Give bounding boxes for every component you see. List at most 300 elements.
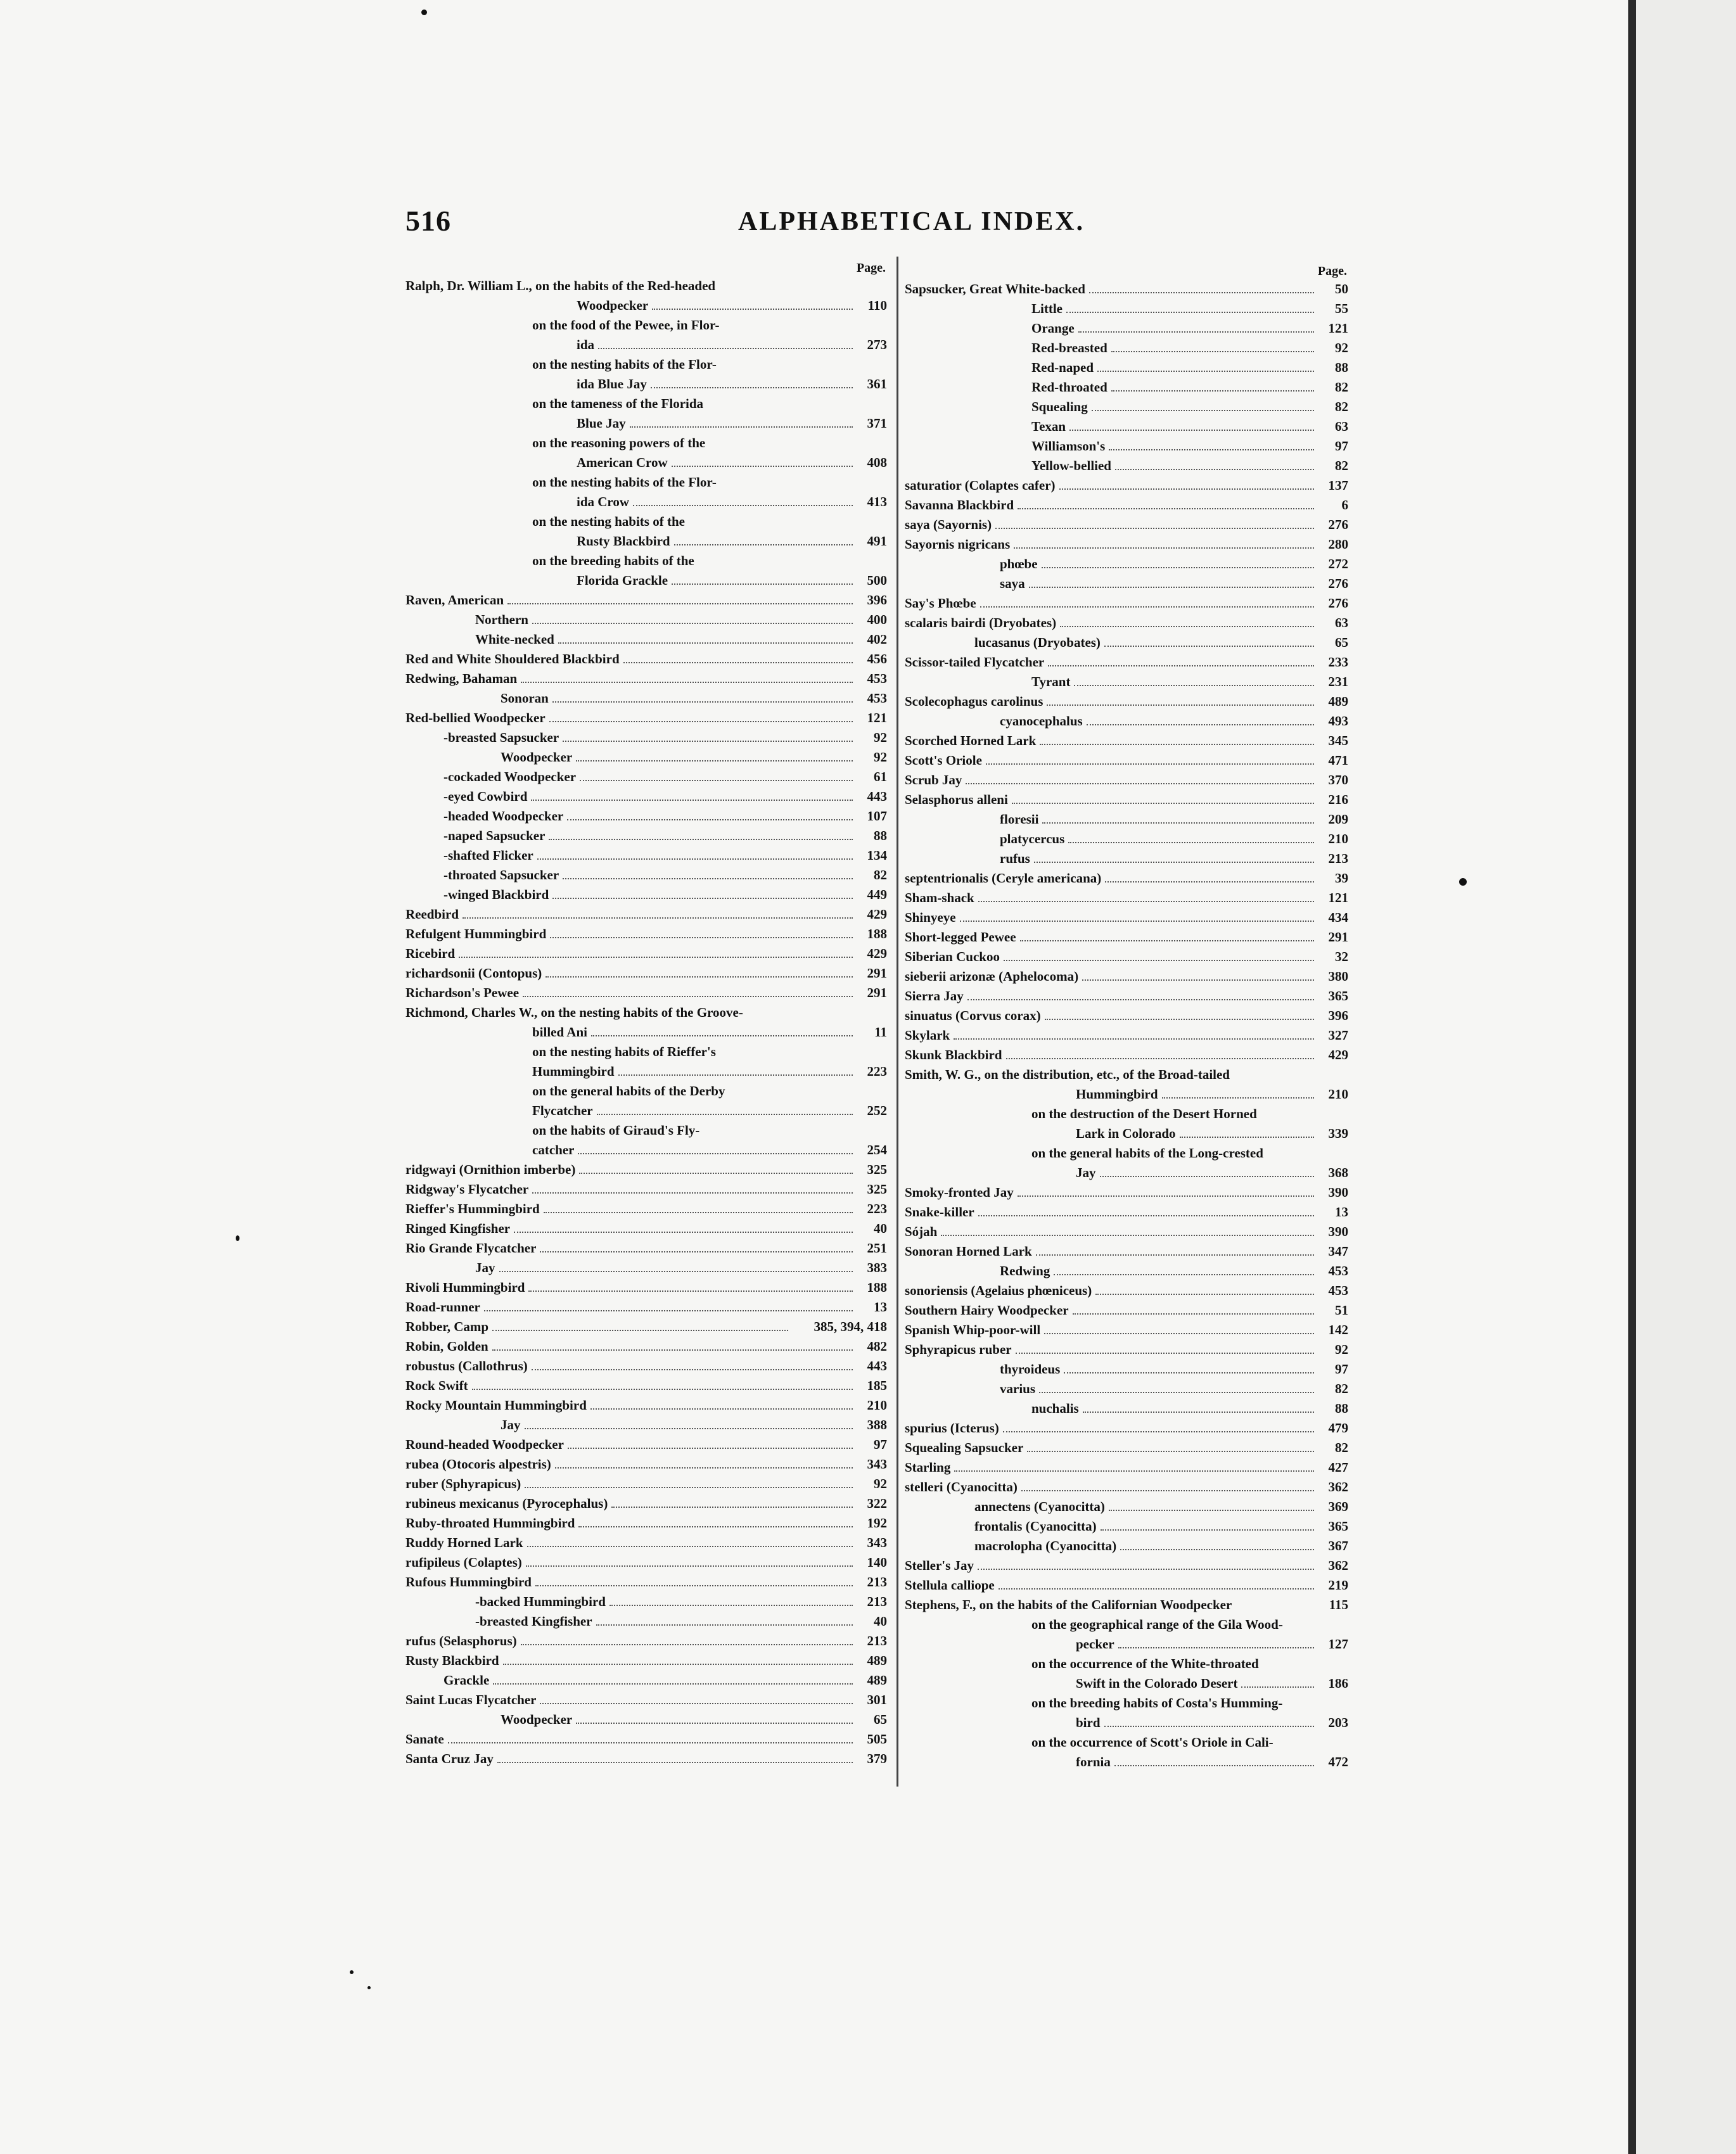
index-entry — [905, 790, 1348, 810]
index-entry — [405, 1533, 887, 1553]
entry-page-number: 429 — [867, 946, 887, 961]
dot-leader — [1054, 1274, 1314, 1275]
dot-leader — [1087, 724, 1314, 725]
entry-page-number: 213 — [867, 1574, 887, 1590]
entry-page-number: 291 — [1328, 929, 1348, 945]
index-entry — [905, 1615, 1348, 1635]
entry-text: Sonoran Horned Lark — [905, 1244, 1032, 1259]
entry-text: Rufous Hummingbird — [405, 1574, 532, 1590]
index-entry — [405, 1710, 887, 1730]
entry-text: cyanocephalus — [1000, 713, 1083, 729]
entry-text: Ruby-throated Hummingbird — [405, 1515, 575, 1531]
entry-text: Rio Grande Flycatcher — [405, 1240, 537, 1256]
entry-page-number: 402 — [867, 632, 887, 647]
entry-text: ida Crow — [577, 494, 630, 509]
dot-leader — [1097, 371, 1314, 372]
entry-text: Little — [1031, 301, 1063, 316]
entry-page-number: 489 — [867, 1673, 887, 1688]
entry-page-number: 13 — [874, 1299, 887, 1315]
dot-leader — [1012, 803, 1314, 804]
entry-text: -throated Sapsucker — [444, 867, 559, 883]
dot-leader — [1042, 567, 1314, 568]
index-entry — [905, 967, 1348, 986]
scan-speck — [1459, 878, 1467, 886]
entry-text: rufus (Selasphorus) — [405, 1633, 517, 1648]
entry-page-number: 231 — [1328, 674, 1348, 689]
index-entry — [905, 1261, 1348, 1281]
dot-leader — [1109, 1510, 1314, 1511]
dot-leader — [555, 1467, 853, 1469]
entry-page-number: 489 — [1328, 694, 1348, 709]
dot-leader — [563, 741, 853, 742]
dot-leader — [540, 1703, 853, 1704]
entry-text: saya (Sayornis) — [905, 517, 992, 532]
page-number: 516 — [405, 205, 451, 237]
index-entry — [905, 1183, 1348, 1202]
entry-text: Squealing — [1031, 399, 1088, 414]
index-entry — [905, 378, 1348, 397]
index-entry — [905, 1320, 1348, 1340]
dot-leader — [1064, 1372, 1314, 1373]
column-divider — [897, 257, 898, 1787]
entry-text: Yellow-bellied — [1031, 458, 1111, 473]
dot-leader — [1078, 331, 1314, 333]
entry-text: Swift in the Colorado Desert — [1076, 1676, 1238, 1691]
index-entry — [405, 473, 887, 492]
entry-page-number: 325 — [867, 1162, 887, 1177]
entry-page-number: 88 — [1335, 1401, 1348, 1416]
index-entry — [905, 535, 1348, 554]
entry-text: -breasted Kingfisher — [475, 1614, 592, 1629]
index-entry — [905, 1418, 1348, 1438]
entry-text: Sham-shack — [905, 890, 974, 905]
index-entry — [405, 433, 887, 453]
index-entry — [405, 983, 887, 1003]
dot-leader — [546, 976, 853, 978]
entry-page-number: 65 — [1335, 635, 1348, 650]
entry-page-number: 63 — [1335, 419, 1348, 434]
entry-page-number: 453 — [867, 691, 887, 706]
entry-text: nuchalis — [1031, 1401, 1079, 1416]
index-entry — [405, 826, 887, 846]
dot-leader — [521, 682, 853, 683]
entry-text: Flycatcher — [532, 1103, 593, 1118]
entry-page-number: 39 — [1335, 870, 1348, 886]
index-entry — [405, 905, 887, 924]
index-entries-right — [905, 279, 1348, 1772]
index-entry — [905, 986, 1348, 1006]
entry-page-number: 223 — [867, 1201, 887, 1216]
entry-text: Sonoran — [501, 691, 549, 706]
entry-text: Steller's Jay — [905, 1558, 974, 1573]
entry-page-number: 254 — [867, 1142, 887, 1157]
entry-text: Williamson's — [1031, 438, 1106, 454]
entry-page-number: 82 — [1335, 399, 1348, 414]
entry-page-number: 369 — [1328, 1499, 1348, 1514]
dot-leader — [499, 1271, 853, 1272]
entry-page-number: 371 — [867, 416, 887, 431]
index-entry — [905, 672, 1348, 692]
index-entry — [405, 1690, 887, 1710]
index-entry — [405, 689, 887, 708]
entry-text: ruber (Sphyrapicus) — [405, 1476, 521, 1491]
entry-text: Squealing Sapsucker — [905, 1440, 1024, 1455]
dot-leader — [1111, 390, 1314, 392]
entry-text: rubineus mexicanus (Pyrocephalus) — [405, 1496, 608, 1511]
entry-page-number: 82 — [1335, 458, 1348, 473]
index-entry — [405, 748, 887, 767]
entry-text: Jay — [475, 1260, 495, 1275]
dot-leader — [527, 1546, 853, 1547]
entry-page-number: 185 — [867, 1378, 887, 1393]
entry-page-number: 61 — [874, 769, 887, 784]
entry-text: on the habits of Giraud's Fly- — [532, 1123, 700, 1138]
dot-leader — [552, 701, 853, 703]
index-entry — [905, 751, 1348, 770]
index-entry — [405, 1474, 887, 1494]
dot-leader — [532, 1369, 853, 1370]
entry-text: Ricebird — [405, 946, 456, 961]
entry-text: Woodpecker — [501, 749, 573, 765]
entry-page-number: 6 — [1341, 497, 1348, 513]
entry-page-number: 471 — [1328, 753, 1348, 768]
entry-text: Short-legged Pewee — [905, 929, 1016, 945]
entry-text: Round-headed Woodpecker — [405, 1437, 564, 1452]
dot-leader — [651, 387, 853, 388]
entry-text: macrolopha (Cyanocitta) — [974, 1538, 1117, 1553]
index-entry — [905, 397, 1348, 417]
entry-text: Texan — [1031, 419, 1066, 434]
index-entry — [405, 806, 887, 826]
dot-leader — [1006, 1058, 1314, 1059]
dot-leader — [954, 1038, 1314, 1040]
entry-page-number: 50 — [1335, 281, 1348, 296]
entry-text: Savanna Blackbird — [905, 497, 1014, 513]
index-entry — [405, 669, 887, 689]
entry-text: Woodpecker — [501, 1712, 573, 1727]
entry-text: Jay — [1076, 1165, 1096, 1180]
entry-text: on the food of the Pewee, in Flor- — [532, 317, 720, 333]
entry-text: frontalis (Cyanocitta) — [974, 1519, 1097, 1534]
index-entry — [905, 849, 1348, 869]
entry-text: rufus — [1000, 851, 1030, 866]
index-entry — [405, 1514, 887, 1533]
entry-page-number: 11 — [874, 1024, 887, 1040]
index-entry — [405, 964, 887, 983]
entry-text: Rivoli Hummingbird — [405, 1280, 525, 1295]
dot-leader — [597, 1114, 853, 1115]
index-entry — [905, 574, 1348, 594]
index-entry — [405, 728, 887, 748]
dot-leader — [1114, 1765, 1314, 1766]
entry-text: Sierra Jay — [905, 988, 964, 1004]
entry-page-number: 280 — [1328, 537, 1348, 552]
entry-text: Ringed Kingfisher — [405, 1221, 511, 1236]
dot-leader — [1109, 449, 1314, 450]
dot-leader — [497, 1762, 853, 1763]
dot-leader — [1104, 646, 1314, 647]
index-entry — [905, 1517, 1348, 1536]
entry-page-number: 107 — [867, 808, 887, 824]
entry-text: robustus (Callothrus) — [405, 1358, 528, 1373]
index-entry — [405, 1612, 887, 1631]
entry-text: Southern Hairy Woodpecker — [905, 1303, 1069, 1318]
dot-leader — [1016, 1353, 1314, 1354]
dot-leader — [954, 1470, 1314, 1472]
dot-leader — [567, 819, 853, 820]
dot-leader — [674, 544, 853, 545]
entry-text: Hummingbird — [1076, 1087, 1158, 1102]
dot-leader — [1180, 1137, 1314, 1138]
entry-page-number: 343 — [867, 1535, 887, 1550]
entry-text: Jay — [501, 1417, 521, 1432]
index-entry — [905, 947, 1348, 967]
index-entry — [905, 613, 1348, 633]
entry-text: floresii — [1000, 812, 1039, 827]
entry-page-number: 97 — [874, 1437, 887, 1452]
dot-leader — [1036, 1254, 1314, 1256]
entry-page-number: 137 — [1328, 478, 1348, 493]
index-entry — [905, 1045, 1348, 1065]
entry-text: Ralph, Dr. William L., on the habits of the Red-headed — [405, 278, 716, 293]
index-entry — [905, 1006, 1348, 1026]
entry-text: Redwing, Bahaman — [405, 671, 518, 686]
index-entry — [405, 1199, 887, 1219]
dot-leader — [960, 921, 1314, 922]
dot-leader — [493, 1683, 853, 1685]
entry-page-number: 327 — [1328, 1028, 1348, 1043]
entry-text: scalaris bairdi (Dryobates) — [905, 615, 1057, 630]
index-entry — [405, 590, 887, 610]
page-column-head: Page. — [856, 261, 886, 275]
entry-page-number: 345 — [1328, 733, 1348, 748]
entry-page-number: 65 — [874, 1712, 887, 1727]
entry-page-number: 453 — [867, 671, 887, 686]
entry-text: pecker — [1076, 1636, 1114, 1652]
entry-text: -headed Woodpecker — [444, 808, 564, 824]
scan-speck — [367, 1986, 371, 1989]
index-entry — [905, 1713, 1348, 1733]
entry-text: Santa Cruz Jay — [405, 1751, 494, 1766]
index-entry — [905, 810, 1348, 829]
index-entry — [405, 885, 887, 905]
index-entry — [905, 1026, 1348, 1045]
dot-leader — [1059, 488, 1314, 490]
entry-page-number: 210 — [1328, 831, 1348, 846]
index-entry — [905, 1595, 1348, 1615]
index-entry — [405, 1180, 887, 1199]
dot-leader — [532, 623, 853, 624]
entry-text: Richardson's Pewee — [405, 985, 520, 1000]
entry-page-number: 88 — [874, 828, 887, 843]
page-header — [405, 204, 1085, 248]
entry-text: rubea (Otocoris alpestris) — [405, 1456, 551, 1472]
index-entry — [405, 315, 887, 335]
index-entry — [905, 319, 1348, 338]
entry-page-number: 379 — [867, 1751, 887, 1766]
dot-leader — [532, 1192, 853, 1194]
dot-leader — [1074, 685, 1314, 686]
entry-text: -winged Blackbird — [444, 887, 549, 902]
index-column-right — [905, 263, 1348, 1772]
entry-page-number: 63 — [1335, 615, 1348, 630]
dot-leader — [672, 583, 853, 585]
entry-text: thyroideus — [1000, 1361, 1061, 1377]
entry-text: Rusty Blackbird — [405, 1653, 499, 1668]
entry-text: Sójah — [905, 1224, 938, 1239]
dot-leader — [531, 800, 853, 801]
dot-leader — [525, 1487, 853, 1488]
entry-page-number: 362 — [1328, 1479, 1348, 1494]
dot-leader — [978, 901, 1314, 902]
entry-page-number: 188 — [867, 926, 887, 941]
dot-leader — [1069, 430, 1314, 431]
entry-text: phœbe — [1000, 556, 1038, 571]
index-entry — [905, 358, 1348, 378]
entry-text: Tyrant — [1031, 674, 1071, 689]
dot-leader — [652, 309, 853, 310]
index-entry — [905, 869, 1348, 888]
entry-text: Siberian Cuckoo — [905, 949, 1000, 964]
index-entry — [905, 1654, 1348, 1674]
dot-leader — [1018, 1195, 1314, 1197]
entry-text: Red-bellied Woodpecker — [405, 710, 546, 725]
entry-text: Refulgent Hummingbird — [405, 926, 547, 941]
index-entry — [405, 1003, 887, 1023]
scan-speck — [421, 10, 427, 15]
index-entry — [905, 731, 1348, 751]
entry-page-number: 429 — [1328, 1047, 1348, 1062]
entry-page-number: 13 — [1335, 1204, 1348, 1220]
index-entry — [405, 1278, 887, 1297]
index-entry — [405, 276, 887, 296]
entry-page-number: 301 — [867, 1692, 887, 1707]
entry-text: on the breeding habits of Costa's Humming- — [1031, 1695, 1283, 1711]
entry-page-number: 92 — [874, 749, 887, 765]
index-entry — [905, 829, 1348, 849]
entry-page-number: 115 — [1329, 1597, 1348, 1612]
dot-leader — [967, 999, 1314, 1000]
entry-page-number: 82 — [1335, 379, 1348, 395]
entry-text: Grackle — [444, 1673, 490, 1688]
page-column-head: Page. — [1317, 264, 1347, 278]
entry-text: Hummingbird — [532, 1064, 615, 1079]
entry-text: Robber, Camp — [405, 1319, 489, 1334]
entry-page-number: 209 — [1328, 812, 1348, 827]
index-entry — [405, 296, 887, 315]
index-entry — [405, 1376, 887, 1396]
index-entry — [405, 865, 887, 885]
entry-text: Redwing — [1000, 1263, 1050, 1278]
dot-leader — [1060, 626, 1314, 627]
index-entry — [905, 1065, 1348, 1085]
dot-leader — [580, 780, 853, 781]
entry-text: on the destruction of the Desert Horned — [1031, 1106, 1257, 1121]
dot-leader — [1021, 1490, 1314, 1491]
entry-page-number: 223 — [867, 1064, 887, 1079]
entry-text: lucasanus (Dryobates) — [974, 635, 1101, 650]
index-entry — [405, 1062, 887, 1081]
entry-text: sinuatus (Corvus corax) — [905, 1008, 1041, 1023]
dot-leader — [463, 917, 853, 919]
entry-page-number: 252 — [867, 1103, 887, 1118]
entry-page-number: 443 — [867, 1358, 887, 1373]
index-entry — [905, 1202, 1348, 1222]
entry-text: Skylark — [905, 1028, 950, 1043]
index-entry — [905, 888, 1348, 908]
entry-page-number: 443 — [867, 789, 887, 804]
entry-page-number: 140 — [867, 1555, 887, 1570]
entry-page-number: 272 — [1328, 556, 1348, 571]
entry-page-number: 368 — [1328, 1165, 1348, 1180]
dot-leader — [521, 1644, 853, 1645]
entry-text: Stephens, F., on the habits of the Californian Woodpecker — [905, 1597, 1232, 1612]
index-entry — [405, 1631, 887, 1651]
entry-page-number: 210 — [1328, 1087, 1348, 1102]
entry-page-number: 276 — [1328, 517, 1348, 532]
entry-text: -cockaded Woodpecker — [444, 769, 577, 784]
index-entry — [905, 1360, 1348, 1379]
entry-page-number: 291 — [867, 985, 887, 1000]
entry-page-number: 343 — [867, 1456, 887, 1472]
index-entry — [405, 1356, 887, 1376]
dot-leader — [618, 1074, 853, 1076]
index-entry — [905, 692, 1348, 711]
index-entry — [405, 944, 887, 964]
index-entry — [905, 1340, 1348, 1360]
entry-text: saturatior (Colaptes cafer) — [905, 478, 1056, 493]
entry-text: Scorched Horned Lark — [905, 733, 1037, 748]
dot-leader — [1003, 1431, 1314, 1432]
dot-leader — [459, 957, 853, 958]
index-entry — [405, 1239, 887, 1258]
entry-page-number: 110 — [867, 298, 887, 313]
index-entry — [405, 787, 887, 806]
entry-page-number: 127 — [1328, 1636, 1348, 1652]
index-entry — [405, 1081, 887, 1101]
entry-page-number: 390 — [1328, 1185, 1348, 1200]
index-entry — [905, 1163, 1348, 1183]
dot-leader — [579, 1173, 853, 1174]
entry-text: White-necked — [475, 632, 554, 647]
dot-leader — [1068, 842, 1314, 843]
index-entry — [405, 453, 887, 473]
dot-leader — [1020, 940, 1314, 941]
entry-text: on the general habits of the Long-crested — [1031, 1145, 1263, 1161]
entry-page-number: 361 — [867, 376, 887, 392]
entry-page-number: 134 — [867, 848, 887, 863]
entry-text: platycercus — [1000, 831, 1065, 846]
entry-text: Scolecophagus carolinus — [905, 694, 1044, 709]
index-entry — [905, 1104, 1348, 1124]
index-entry — [905, 1301, 1348, 1320]
index-entry — [905, 1124, 1348, 1144]
entry-text: -backed Hummingbird — [475, 1594, 606, 1609]
entry-text: rufipileus (Colaptes) — [405, 1555, 522, 1570]
entry-text: Raven, American — [405, 592, 504, 608]
dot-leader — [552, 898, 853, 899]
entry-text: Ruddy Horned Lark — [405, 1535, 523, 1550]
dot-leader — [526, 1565, 853, 1567]
entry-text: sonoriensis (Agelaius phœniceus) — [905, 1283, 1092, 1298]
dot-leader — [540, 1251, 853, 1252]
scan-speck — [236, 1235, 239, 1241]
index-entry — [905, 1281, 1348, 1301]
dot-leader — [1034, 862, 1314, 863]
index-entry — [405, 1671, 887, 1690]
entry-page-number: 213 — [867, 1633, 887, 1648]
entry-page-number: 453 — [1328, 1263, 1348, 1278]
